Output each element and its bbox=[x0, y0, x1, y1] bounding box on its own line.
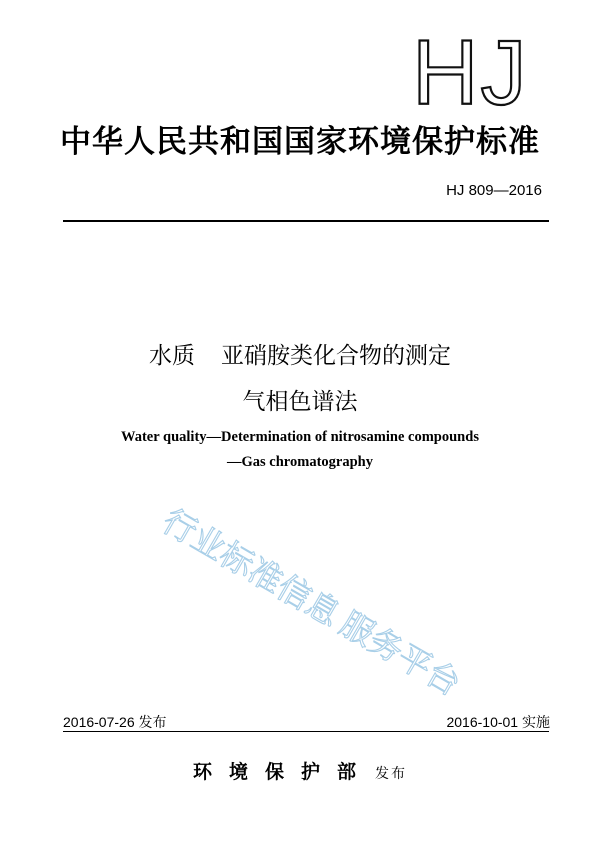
standard-number: HJ 809—2016 bbox=[446, 182, 542, 199]
effective-date: 2016-10-01 实施 bbox=[446, 714, 550, 730]
chinese-title-part1: 水质 bbox=[149, 343, 195, 369]
issuer-name: 环境保护部 bbox=[192, 761, 373, 783]
standard-category-title: 中华人民共和国国家环境保护标准 bbox=[60, 124, 540, 160]
watermark-line2: 服务平台 bbox=[333, 603, 468, 704]
issue-date: 2016-07-26 发布 bbox=[63, 714, 167, 730]
chinese-title-part2: 亚硝胺类化合物的测定 bbox=[221, 343, 451, 369]
english-title-line2: —Gas chromatography bbox=[227, 454, 373, 470]
watermark-line1: 行业标准信息 bbox=[156, 501, 347, 634]
chinese-title-line1 bbox=[0, 337, 600, 370]
issuer bbox=[0, 757, 600, 784]
english-title-line1: Water quality—Determination of nitrosamine compounds bbox=[121, 429, 479, 445]
hj-logo-text: HJ bbox=[412, 28, 529, 112]
chinese-title-line2: 气相色谱法 bbox=[242, 389, 358, 415]
bottom-divider bbox=[63, 731, 549, 732]
issuer-suffix: 发布 bbox=[375, 766, 407, 782]
hj-logo bbox=[412, 28, 552, 112]
top-divider bbox=[63, 220, 549, 222]
